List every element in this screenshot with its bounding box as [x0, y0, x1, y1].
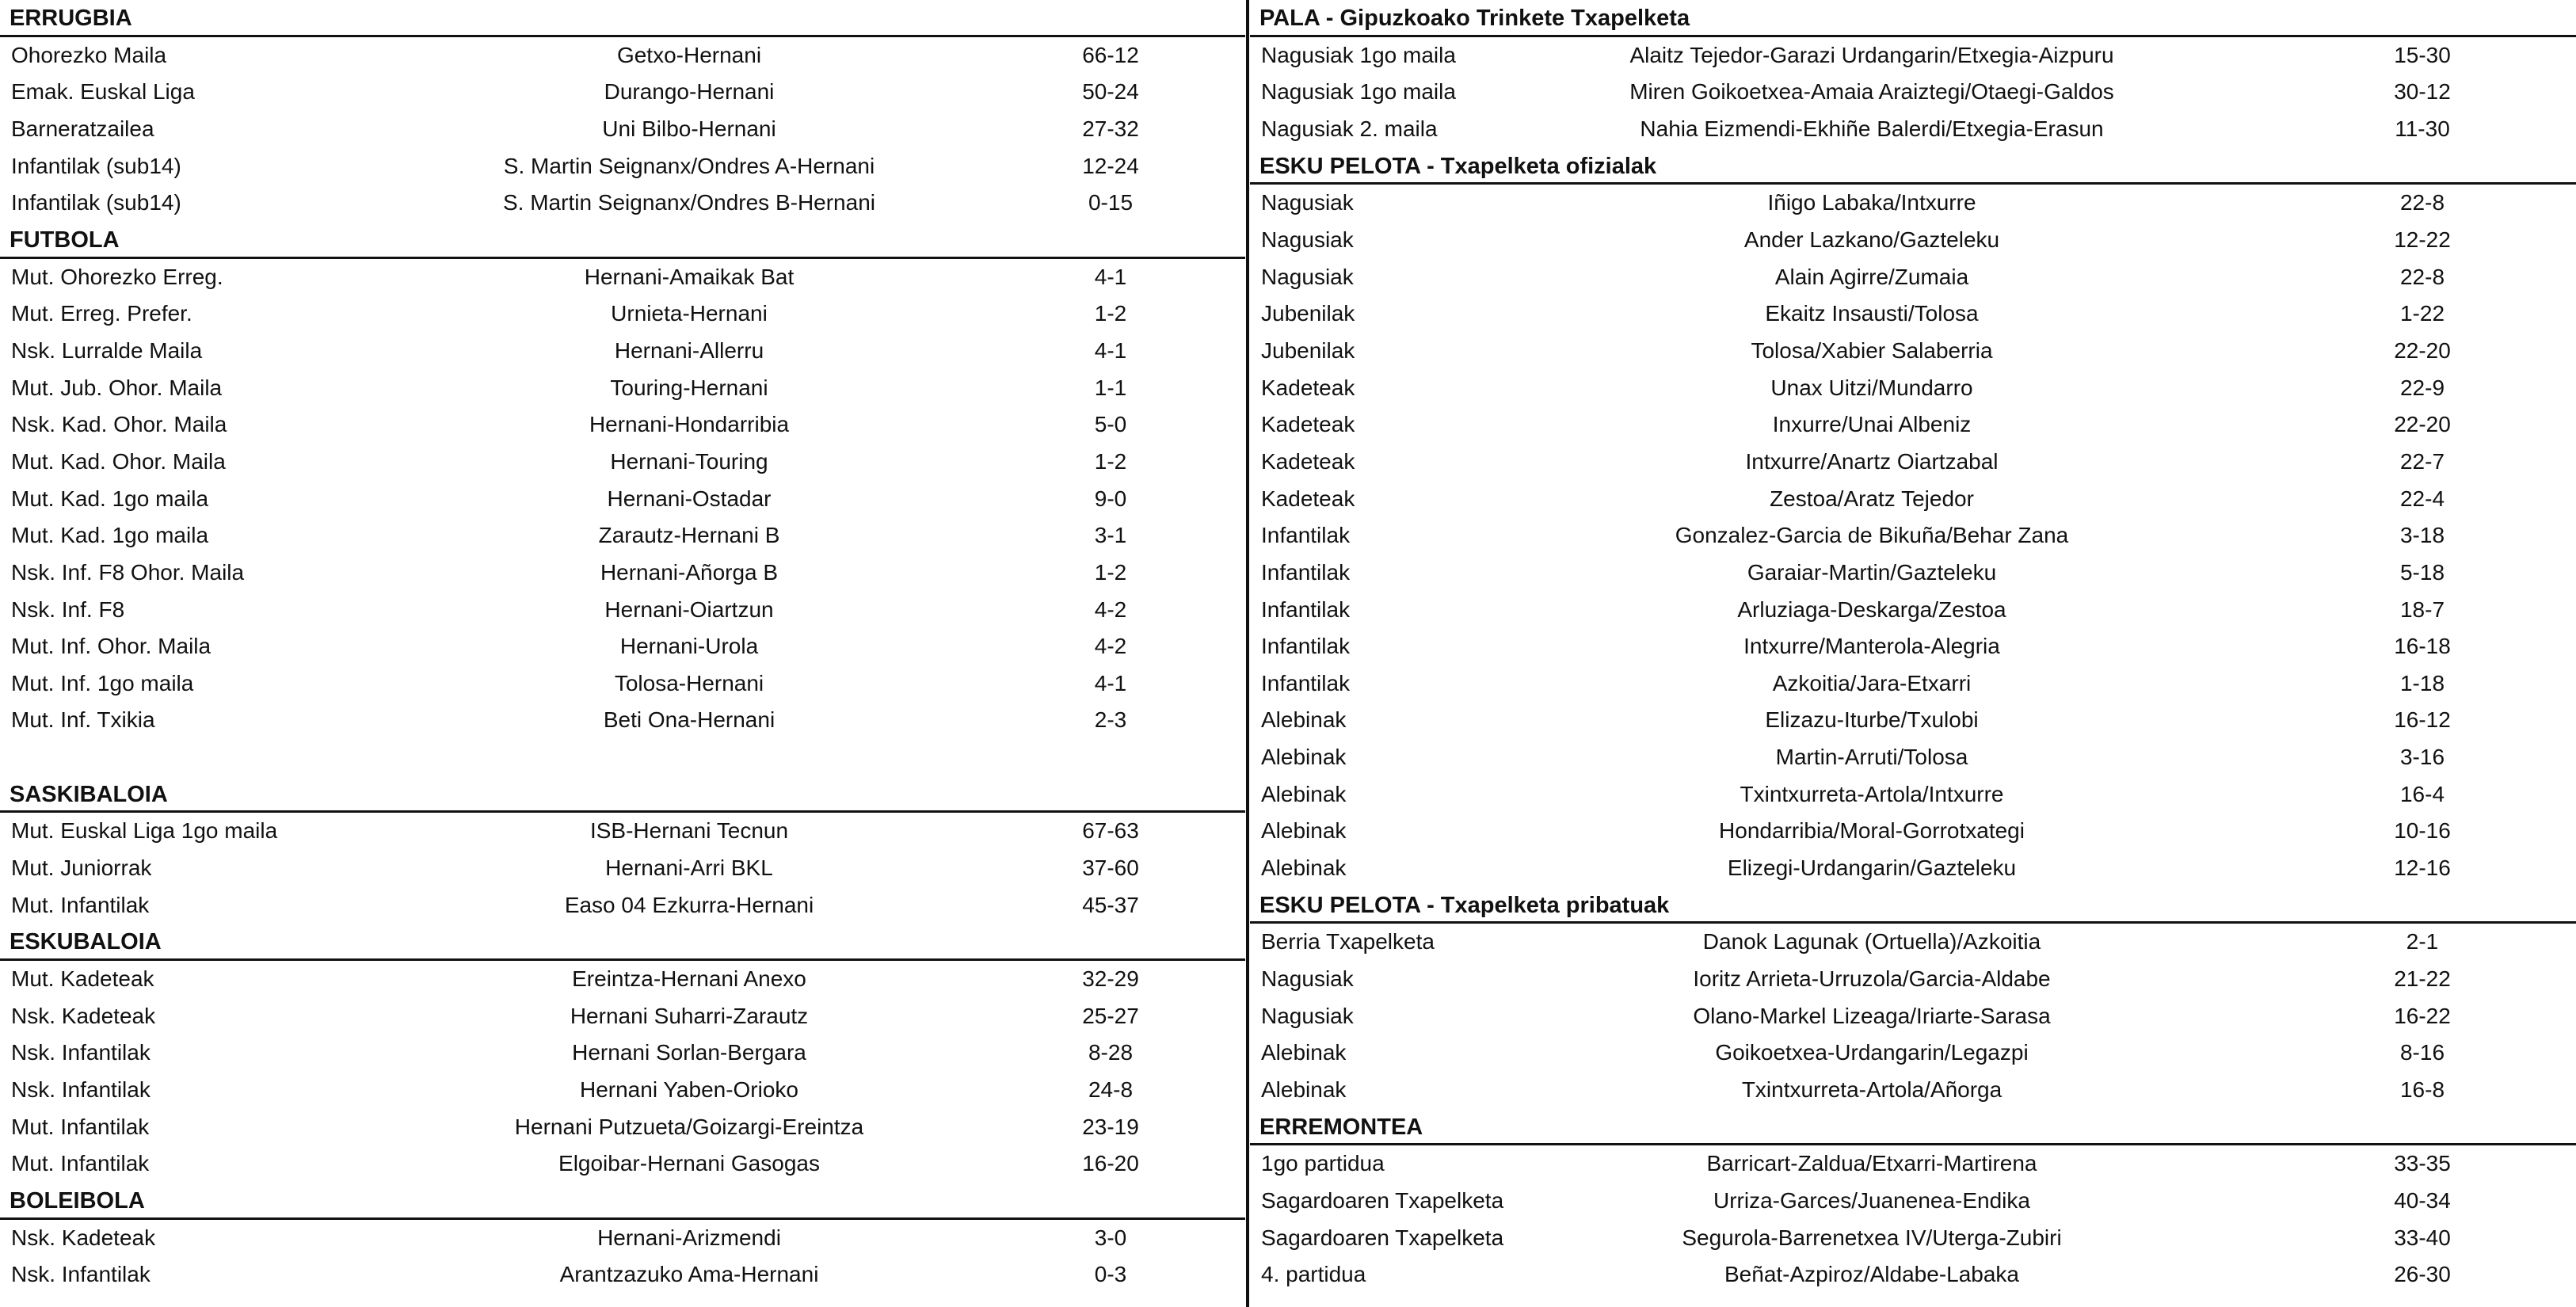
result-row: [1250, 111, 2576, 148]
result-row: [0, 1109, 1245, 1146]
category-cell: Nagusiak 2. maila: [1261, 116, 1438, 141]
score-cell: 22-9: [2399, 375, 2445, 400]
score-cell: 8-28: [1088, 1040, 1134, 1065]
score-cell: 67-63: [1082, 818, 1139, 844]
match-cell: Garaiar-Martin/Gazteleku: [1747, 559, 1997, 585]
match-cell: Elgoibar-Hernani Gasogas: [558, 1151, 820, 1176]
result-row: [1250, 295, 2576, 333]
score-cell: 37-60: [1082, 855, 1139, 881]
score-cell: 50-24: [1082, 79, 1139, 105]
score-cell: 0-15: [1088, 190, 1134, 215]
section-header: ESKU PELOTA - Txapelketa ofizialak: [1250, 148, 2576, 185]
score-cell: 16-20: [1082, 1151, 1139, 1176]
result-row: [1250, 628, 2576, 665]
match-cell: Hernani-Oiartzun: [604, 596, 774, 622]
category-cell: Nsk. Lurralde Maila: [11, 337, 203, 363]
result-row: [1250, 554, 2576, 592]
category-cell: Kadeteak: [1261, 448, 1355, 474]
result-row: [0, 998, 1245, 1035]
match-cell: Ander Lazkano/Gazteleku: [1743, 227, 2000, 252]
result-row: [1250, 1220, 2576, 1257]
score-cell: 16-12: [2394, 707, 2451, 733]
section-esku-pelota-txapelketa-pribatuak: [1250, 887, 2576, 1109]
match-cell: Segurola-Barrenetxea IV/Uterga-Zubiri: [1682, 1225, 2062, 1250]
result-row: [1250, 592, 2576, 629]
category-cell: 4. partidua: [1261, 1262, 1366, 1287]
result-row: [1250, 185, 2576, 222]
category-cell: Mut. Kadeteak: [11, 966, 154, 992]
category-cell: Nsk. Infantilak: [11, 1077, 151, 1103]
category-cell: Mut. Kad. 1go maila: [11, 523, 209, 548]
category-cell: Jubenilak: [1261, 301, 1355, 326]
result-row: [1250, 1183, 2576, 1220]
category-cell: Infantilak: [1261, 634, 1351, 659]
match-cell: Azkoitia/Jara-Etxarri: [1772, 670, 1972, 695]
category-cell: Infantilak: [1261, 559, 1351, 585]
result-row: [0, 481, 1245, 518]
score-cell: 1-18: [2399, 670, 2445, 695]
result-row: [1250, 1072, 2576, 1109]
score-cell: 12-24: [1082, 153, 1139, 178]
match-cell: Intxurre/Manterola-Alegria: [1743, 634, 2000, 659]
match-cell: Martin-Arruti/Tolosa: [1775, 745, 1968, 770]
category-cell: Mut. Jub. Ohor. Maila: [11, 375, 223, 400]
result-row: [0, 333, 1245, 370]
score-cell: 66-12: [1082, 42, 1139, 67]
score-cell: 3-1: [1094, 523, 1127, 548]
results-column-left: [0, 0, 1245, 1294]
score-cell: 3-18: [2399, 523, 2445, 548]
section-eskubaloia: [0, 924, 1245, 1183]
category-cell: Kadeteak: [1261, 412, 1355, 437]
category-cell: Mut. Inf. Txikia: [11, 707, 155, 733]
category-cell: Mut. Infantilak: [11, 892, 150, 917]
section-pala-gipuzkoako-trinkete-txapelketa: [1250, 0, 2576, 148]
score-cell: 3-16: [2399, 745, 2445, 770]
category-cell: Kadeteak: [1261, 375, 1355, 400]
score-cell: 32-29: [1082, 966, 1139, 992]
category-cell: Emak. Euskal Liga: [11, 79, 195, 105]
section-futbola: [0, 222, 1245, 776]
score-cell: 16-8: [2399, 1077, 2445, 1103]
score-cell: 33-35: [2394, 1151, 2451, 1176]
score-cell: 22-4: [2399, 486, 2445, 511]
category-cell: Alebinak: [1261, 1077, 1347, 1103]
score-cell: 12-16: [2394, 855, 2451, 881]
category-cell: Mut. Infantilak: [11, 1151, 150, 1176]
category-cell: Nagusiak 1go maila: [1261, 42, 1456, 67]
category-cell: Mut. Ohorezko Erreg.: [11, 264, 223, 289]
result-row: [1250, 924, 2576, 961]
result-row: [0, 111, 1245, 148]
category-cell: Jubenilak: [1261, 337, 1355, 363]
results-column-right: [1250, 0, 2576, 1294]
match-cell: Unax Uitzi/Mundarro: [1770, 375, 1973, 400]
category-cell: Nagusiak: [1261, 1003, 1354, 1028]
match-cell: Easo 04 Ezkurra-Hernani: [564, 892, 814, 917]
match-cell: Miren Goikoetxea-Amaia Araiztegi/Otaegi-Galdos: [1629, 79, 2114, 105]
category-cell: Nsk. Kadeteak: [11, 1225, 156, 1250]
match-cell: Hernani-Amaikak Bat: [584, 264, 795, 289]
match-cell: Beti Ona-Hernani: [603, 707, 775, 733]
score-cell: 27-32: [1082, 116, 1139, 141]
result-row: [0, 517, 1245, 554]
score-cell: 16-18: [2394, 634, 2451, 659]
match-cell: Hernani Yaben-Orioko: [579, 1077, 799, 1103]
result-row: [0, 185, 1245, 222]
category-cell: Nsk. Kadeteak: [11, 1003, 156, 1028]
match-cell: Hernani Suharri-Zarautz: [570, 1003, 809, 1028]
score-cell: 4-2: [1094, 634, 1127, 659]
category-cell: Berria Txapelketa: [1261, 929, 1435, 955]
category-cell: Alebinak: [1261, 781, 1347, 806]
category-cell: Sagardoaren Txapelketa: [1261, 1225, 1504, 1250]
match-cell: Hernani-Urola: [619, 634, 759, 659]
result-row: [0, 259, 1245, 296]
result-row: [0, 665, 1245, 703]
category-cell: 1go partidua: [1261, 1151, 1385, 1176]
match-cell: Iñigo Labaka/Intxurre: [1767, 190, 1976, 215]
result-row: [0, 813, 1245, 850]
category-cell: Mut. Inf. Ohor. Maila: [11, 634, 211, 659]
score-cell: 4-2: [1094, 596, 1127, 622]
match-cell: Arluziaga-Deskarga/Zestoa: [1737, 596, 2006, 622]
blank-spacer-row: [0, 739, 1245, 776]
category-cell: Infantilak: [1261, 523, 1351, 548]
score-cell: 21-22: [2394, 966, 2451, 992]
category-cell: Infantilak (sub14): [11, 153, 181, 178]
result-row: [1250, 406, 2576, 444]
score-cell: 25-27: [1082, 1003, 1139, 1028]
score-cell: 45-37: [1082, 892, 1139, 917]
match-cell: Barricart-Zaldua/Etxarri-Martirena: [1706, 1151, 2037, 1176]
category-cell: Nagusiak: [1261, 227, 1354, 252]
match-cell: Touring-Hernani: [610, 375, 768, 400]
match-cell: Hernani-Allerru: [614, 337, 764, 363]
match-cell: Gonzalez-Garcia de Bikuña/Behar Zana: [1675, 523, 2069, 548]
category-cell: Mut. Kad. Ohor. Maila: [11, 448, 226, 474]
result-row: [0, 295, 1245, 333]
category-cell: Alebinak: [1261, 745, 1347, 770]
result-row: [0, 406, 1245, 444]
result-row: [1250, 665, 2576, 703]
result-row: [1250, 444, 2576, 481]
result-row: [1250, 776, 2576, 814]
match-cell: Inxurre/Unai Albeniz: [1772, 412, 1972, 437]
score-cell: 12-22: [2394, 227, 2451, 252]
category-cell: Mut. Juniorrak: [11, 855, 152, 881]
result-row: [1250, 74, 2576, 111]
result-row: [1250, 481, 2576, 518]
score-cell: 3-0: [1094, 1225, 1127, 1250]
result-row: [1250, 813, 2576, 850]
category-cell: Nagusiak: [1261, 190, 1354, 215]
section-errugbia: [0, 0, 1245, 222]
match-cell: Uni Bilbo-Hernani: [602, 116, 776, 141]
score-cell: 22-20: [2394, 337, 2451, 363]
score-cell: 4-1: [1094, 337, 1127, 363]
result-row: [0, 592, 1245, 629]
category-cell: Sagardoaren Txapelketa: [1261, 1188, 1504, 1213]
category-cell: Infantilak (sub14): [11, 190, 181, 215]
score-cell: 23-19: [1082, 1114, 1139, 1139]
result-row: [0, 1256, 1245, 1294]
score-cell: 1-2: [1094, 559, 1127, 585]
score-cell: 11-30: [2395, 116, 2450, 141]
section-header: BOLEIBOLA: [0, 1183, 1245, 1220]
match-cell: Zarautz-Hernani B: [598, 523, 780, 548]
result-row: [1250, 961, 2576, 998]
result-row: [0, 1220, 1245, 1257]
section-esku-pelota-txapelketa-ofizialak: [1250, 148, 2576, 887]
result-row: [1250, 517, 2576, 554]
score-cell: 4-1: [1094, 264, 1127, 289]
section-header: ERRUGBIA: [0, 0, 1245, 37]
result-row: [0, 961, 1245, 998]
match-cell: Alain Agirre/Zumaia: [1774, 264, 1969, 289]
score-cell: 10-16: [2394, 818, 2451, 844]
result-row: [1250, 222, 2576, 259]
result-row: [0, 702, 1245, 739]
match-cell: S. Martin Seignanx/Ondres B-Hernani: [503, 190, 875, 215]
score-cell: 1-1: [1094, 375, 1127, 400]
category-cell: Alebinak: [1261, 1040, 1347, 1065]
category-cell: Nsk. Kad. Ohor. Maila: [11, 412, 227, 437]
section-header: ESKU PELOTA - Txapelketa pribatuak: [1250, 887, 2576, 924]
result-row: [1250, 259, 2576, 296]
category-cell: Nagusiak: [1261, 966, 1354, 992]
match-cell: Ekaitz Insausti/Tolosa: [1765, 301, 1979, 326]
result-row: [0, 370, 1245, 407]
match-cell: Tolosa/Xabier Salaberria: [1751, 337, 1993, 363]
match-cell: Goikoetxea-Urdangarin/Legazpi: [1715, 1040, 2029, 1065]
category-cell: Alebinak: [1261, 707, 1347, 733]
section-erremontea: [1250, 1109, 2576, 1294]
match-cell: Elizazu-Iturbe/Txulobi: [1765, 707, 1979, 733]
match-cell: Txintxurreta-Artola/Añorga: [1741, 1077, 2002, 1103]
score-cell: 24-8: [1088, 1077, 1134, 1103]
category-cell: Infantilak: [1261, 670, 1351, 695]
match-cell: Arantzazuko Ama-Hernani: [559, 1262, 819, 1287]
result-row: [0, 887, 1245, 924]
result-row: [0, 1145, 1245, 1183]
category-cell: Mut. Erreg. Prefer.: [11, 301, 192, 326]
result-row: [1250, 1256, 2576, 1294]
match-cell: Hernani-Añorga B: [600, 559, 779, 585]
match-cell: Tolosa-Hernani: [614, 670, 764, 695]
section-saskibaloia: [0, 776, 1245, 924]
match-cell: Ioritz Arrieta-Urruzola/Garcia-Aldabe: [1693, 966, 2051, 992]
score-cell: 16-22: [2394, 1003, 2451, 1028]
result-row: [1250, 333, 2576, 370]
match-cell: Danok Lagunak (Ortuella)/Azkoitia: [1702, 929, 2041, 955]
score-cell: 18-7: [2399, 596, 2445, 622]
match-cell: Urnieta-Hernani: [611, 301, 768, 326]
score-cell: 33-40: [2394, 1225, 2451, 1250]
category-cell: Mut. Infantilak: [11, 1114, 150, 1139]
match-cell: Urriza-Garces/Juanenea-Endika: [1713, 1188, 2030, 1213]
result-row: [0, 444, 1245, 481]
section-header: FUTBOLA: [0, 222, 1245, 259]
match-cell: Hernani Sorlan-Bergara: [572, 1040, 806, 1065]
category-cell: Nsk. Inf. F8 Ohor. Maila: [11, 559, 245, 585]
result-row: [0, 37, 1245, 74]
result-row: [0, 850, 1245, 887]
result-row: [0, 148, 1245, 185]
category-cell: Kadeteak: [1261, 486, 1355, 511]
score-cell: 22-7: [2399, 448, 2445, 474]
score-cell: 5-18: [2399, 559, 2445, 585]
score-cell: 1-22: [2399, 301, 2445, 326]
match-cell: Ereintza-Hernani Anexo: [572, 966, 806, 992]
score-cell: 40-34: [2394, 1188, 2451, 1213]
score-cell: 0-3: [1094, 1262, 1127, 1287]
result-row: [1250, 37, 2576, 74]
category-cell: Nsk. Infantilak: [11, 1040, 151, 1065]
match-cell: S. Martin Seignanx/Ondres A-Hernani: [503, 153, 875, 178]
score-cell: 16-4: [2399, 781, 2445, 806]
match-cell: Alaitz Tejedor-Garazi Urdangarin/Etxegia-Aizpuru: [1629, 42, 2114, 67]
score-cell: 8-16: [2399, 1040, 2445, 1065]
score-cell: 15-30: [2394, 42, 2451, 67]
match-cell: Intxurre/Anartz Oiartzabal: [1745, 448, 1999, 474]
column-divider: [1246, 0, 1249, 1307]
result-row: [0, 1035, 1245, 1072]
score-cell: 4-1: [1094, 670, 1127, 695]
category-cell: Infantilak: [1261, 596, 1351, 622]
result-row: [0, 74, 1245, 111]
result-row: [1250, 739, 2576, 776]
score-cell: 2-3: [1094, 707, 1127, 733]
section-header: PALA - Gipuzkoako Trinkete Txapelketa: [1250, 0, 2576, 37]
category-cell: Nagusiak 1go maila: [1261, 79, 1456, 105]
match-cell: Durango-Hernani: [604, 79, 775, 105]
match-cell: Hernani-Ostadar: [607, 486, 772, 511]
category-cell: Nsk. Inf. F8: [11, 596, 125, 622]
score-cell: 2-1: [2406, 929, 2439, 955]
score-cell: 5-0: [1094, 412, 1127, 437]
category-cell: Nsk. Infantilak: [11, 1262, 151, 1287]
score-cell: 1-2: [1094, 301, 1127, 326]
section-header: ERREMONTEA: [1250, 1109, 2576, 1146]
category-cell: Mut. Euskal Liga 1go maila: [11, 818, 278, 844]
match-cell: Elizegi-Urdangarin/Gazteleku: [1727, 855, 2017, 881]
match-cell: Hernani Putzueta/Goizargi-Ereintza: [514, 1114, 864, 1139]
result-row: [0, 628, 1245, 665]
result-row: [1250, 1145, 2576, 1183]
match-cell: Txintxurreta-Artola/Intxurre: [1740, 781, 2004, 806]
result-row: [0, 1072, 1245, 1109]
score-cell: 26-30: [2394, 1262, 2451, 1287]
score-cell: 30-12: [2394, 79, 2451, 105]
match-cell: Nahia Eizmendi-Ekhiñe Balerdi/Etxegia-Erasun: [1640, 116, 2104, 141]
match-cell: Getxo-Hernani: [616, 42, 762, 67]
category-cell: Mut. Kad. 1go maila: [11, 486, 209, 511]
section-boleibola: [0, 1183, 1245, 1294]
score-cell: 1-2: [1094, 448, 1127, 474]
score-cell: 9-0: [1094, 486, 1127, 511]
match-cell: Hernani-Touring: [610, 448, 768, 474]
category-cell: Nagusiak: [1261, 264, 1354, 289]
result-row: [1250, 702, 2576, 739]
result-row: [1250, 998, 2576, 1035]
match-cell: Hondarribia/Moral-Gorrotxategi: [1719, 818, 2025, 844]
category-cell: Alebinak: [1261, 855, 1347, 881]
match-cell: Beñat-Azpiroz/Aldabe-Labaka: [1724, 1262, 2020, 1287]
category-cell: Barneratzailea: [11, 116, 154, 141]
match-cell: ISB-Hernani Tecnun: [589, 818, 789, 844]
score-cell: 22-20: [2394, 412, 2451, 437]
result-row: [1250, 1035, 2576, 1072]
score-cell: 22-8: [2399, 264, 2445, 289]
category-cell: Alebinak: [1261, 818, 1347, 844]
category-cell: Ohorezko Maila: [11, 42, 167, 67]
score-cell: 22-8: [2399, 190, 2445, 215]
section-header: ESKUBALOIA: [0, 924, 1245, 961]
section-header: SASKIBALOIA: [0, 776, 1245, 814]
match-cell: Hernani-Arri BKL: [605, 855, 773, 881]
match-cell: Zestoa/Aratz Tejedor: [1770, 486, 1974, 511]
category-cell: Mut. Inf. 1go maila: [11, 670, 194, 695]
match-cell: Hernani-Arizmendi: [597, 1225, 781, 1250]
result-row: [1250, 850, 2576, 887]
match-cell: Olano-Markel Lizeaga/Iriarte-Sarasa: [1693, 1003, 2051, 1028]
match-cell: Hernani-Hondarribia: [589, 412, 790, 437]
result-row: [0, 554, 1245, 592]
result-row: [1250, 370, 2576, 407]
